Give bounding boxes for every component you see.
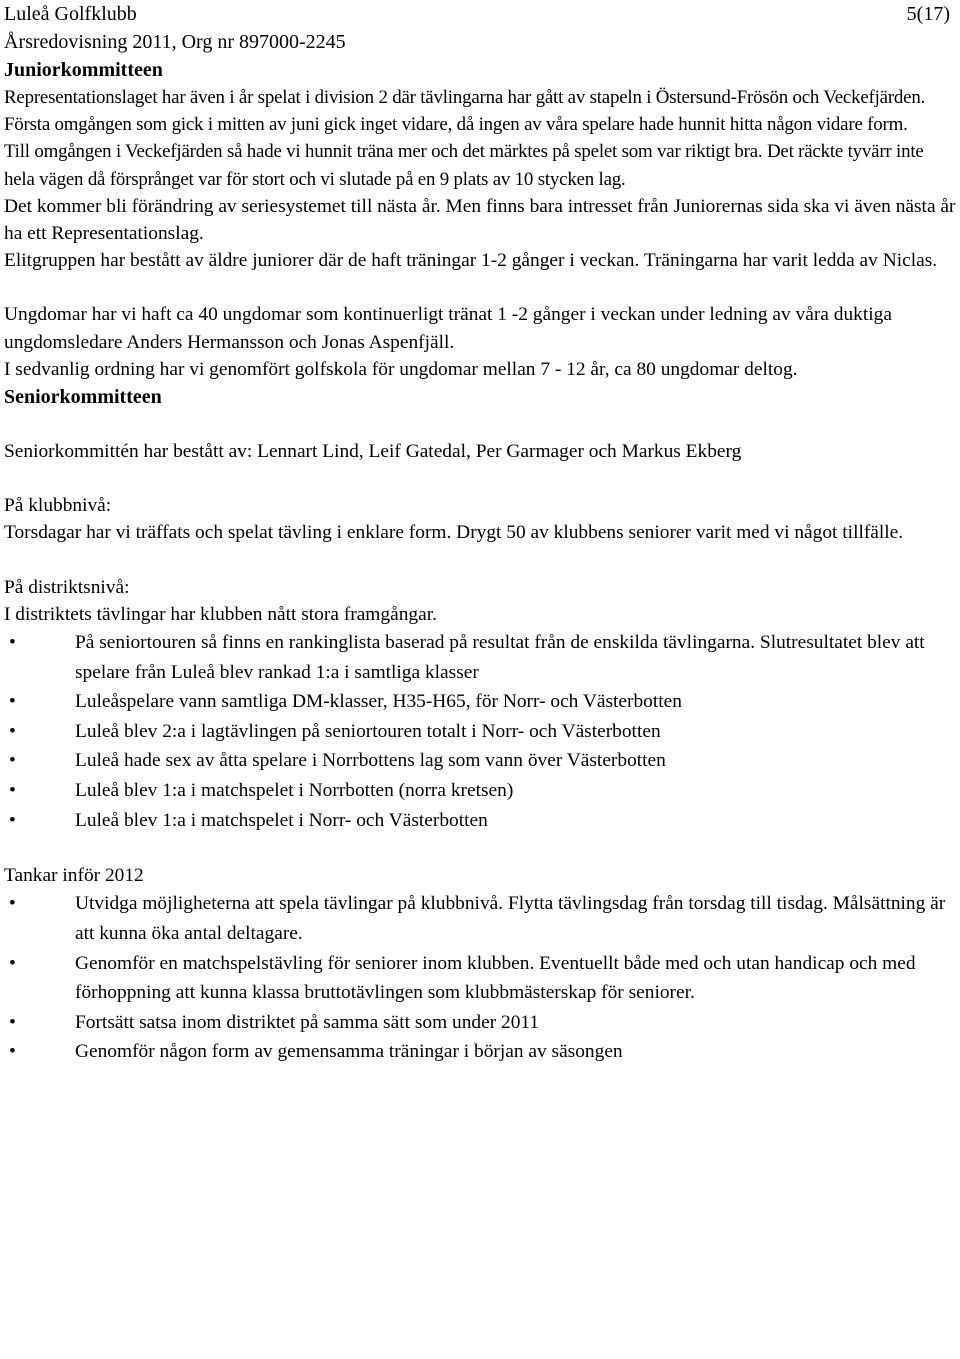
bullet-icon: • [9,952,16,974]
junior-section-title: Juniorkommitteen [4,59,163,81]
bullet-icon: • [9,750,16,772]
page-header [4,0,956,56]
bullet-icon: • [9,720,16,742]
header-org: Luleå Golfklubb [4,3,137,25]
junior-paragraph: Det kommer bli förändring av seriesystemet till nästa år. Men finns bara intresset från Juniorernas sida ska vi även nästa år ha ett Representationslag. [4,195,956,245]
header-subtitle: Årsredovisning 2011, Org nr 897000-2245 [4,31,346,53]
district-level-text: I distriktets tävlingar har klubben nått stora framgångar. [4,603,437,625]
list-item: • Luleå blev 1:a i matchspelet i Norr- och Västerbotten [4,806,956,836]
club-level-text: Torsdagar har vi träffats och spelat tävling i enklare form. Drygt 50 av klubbens seniorer varit med vi något tillfälle. [4,522,904,544]
district-level-label: På distriktsnivå: [4,576,130,598]
club-level-label: På klubbnivå: [4,495,112,517]
bullet-icon: • [9,780,16,802]
bullet-icon: • [9,1041,16,1063]
list-item: • Genomför någon form av gemensamma träningar i början av säsongen [4,1037,956,1067]
senior-members: Seniorkommittén har bestått av: Lennart Lind, Leif Gatedal, Per Garmager och Markus Ekberg [4,441,742,463]
junior-paragraph: Elitgruppen har bestått av äldre juniorer där de haft träningar 1-2 gånger i veckan. Träningarna har varit ledda av Niclas. [4,250,938,272]
page-number: 5(17) [906,3,950,25]
junior-paragraph: Representationslaget har även i år spelat i division 2 där tävlingarna har gått av stapeln i Östersund-Frösön och Veckefjärden. Första omgången som gick i mitten av juni gick inget vidare, då ingen av våra spelare hade hunnit hitta någon vidare form. [4,87,926,136]
bullet-icon: • [9,632,16,654]
list-item: • På seniortouren så finns en rankinglista baserad på resultat från de enskilda tävlingarna. Slutresultatet blev att spelare från Luleå blev rankad 1:a i samtliga klasser [4,628,956,687]
list-item: • Genomför en matchspelstävling för seniorer inom klubben. Eventuellt både med och utan handicap och med förhoppning att kunna klassa bruttotävlingen som klubbmästerskap för seniorer. [4,949,956,1008]
plans-label: Tankar inför 2012 [4,865,144,887]
list-item: • Fortsätt satsa inom distriktet på samma sätt som under 2011 [4,1008,956,1038]
bullet-icon: • [9,1011,16,1033]
list-item: • Utvidga möjligheterna att spela tävlingar på klubbnivå. Flytta tävlingsdag från torsdag till tisdag. Målsättning är att kunna öka antal deltagare. [4,889,956,948]
bullet-icon: • [9,893,16,915]
list-item: • Luleå hade sex av åtta spelare i Norrbottens lag som vann över Västerbotten [4,746,956,776]
bullet-icon: • [9,809,16,831]
plans-list [4,889,956,1067]
list-item: • Luleåspelare vann samtliga DM-klasser, H35-H65, för Norr- och Västerbotten [4,687,956,717]
youth-paragraph: Ungdomar har vi haft ca 40 ungdomar som kontinuerligt tränat 1 -2 gånger i veckan under ledning av våra duktiga ungdomsledare Anders Hermansson och Jonas Aspenfjäll. [4,304,892,353]
list-item: • Luleå blev 1:a i matchspelet i Norrbotten (norra kretsen) [4,776,956,806]
youth-paragraph: I sedvanlig ordning har vi genomfört golfskola för ungdomar mellan 7 - 12 år, ca 80 ungdomar deltog. [4,358,798,380]
bullet-icon: • [9,691,16,713]
senior-section-title: Seniorkommitteen [4,386,162,409]
junior-paragraph: Till omgången i Veckefjärden så hade vi hunnit träna mer och det märktes på spelet som var riktigt bra. Det räckte tyvärr inte hela vägen då försprånget var för stort och vi slutade på en 9 plats av 10 stycken lag. [4,141,924,190]
district-achievements-list [4,628,956,835]
list-item: • Luleå blev 2:a i lagtävlingen på seniortouren totalt i Norr- och Västerbotten [4,717,956,747]
